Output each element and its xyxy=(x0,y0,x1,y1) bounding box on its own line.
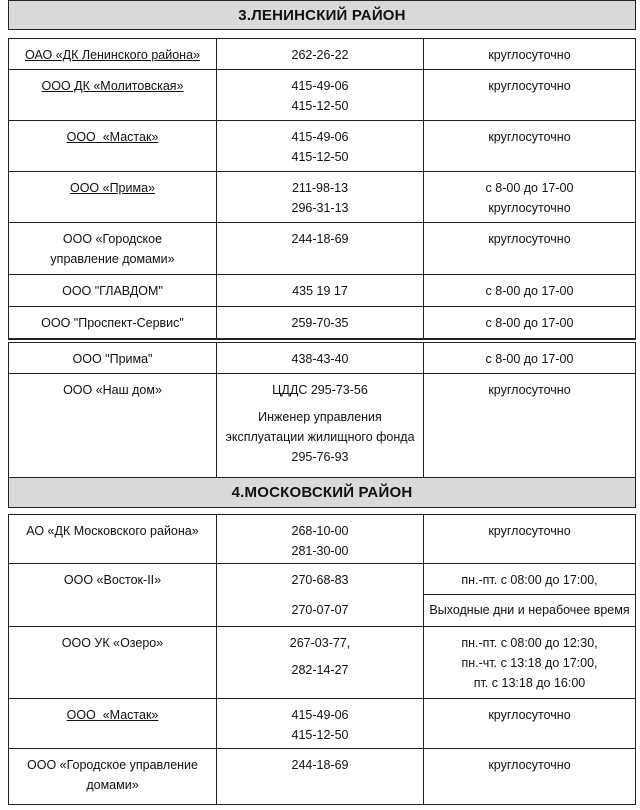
phone-cell xyxy=(217,627,424,698)
table-row xyxy=(8,38,636,70)
section-header-leninsky xyxy=(8,0,636,30)
hours: пт. с 13:18 до 16:00 xyxy=(473,676,586,690)
org-name[interactable] xyxy=(9,121,217,171)
phone: 244-18-69 xyxy=(291,758,349,772)
hours: круглосуточно xyxy=(488,48,571,62)
phone: 270-68-83 xyxy=(291,573,349,587)
phone-cell xyxy=(217,699,424,748)
hours-cell xyxy=(424,564,635,626)
table-row xyxy=(8,514,636,564)
org-name xyxy=(9,307,217,338)
phone: 211-98-13 xyxy=(291,181,349,195)
phone-cell xyxy=(217,307,424,338)
org-link[interactable]: ОАО «ДК Ленинского района» xyxy=(25,48,200,62)
org-label: ООО «Наш дом» xyxy=(63,383,162,397)
section-header-moskovsky xyxy=(8,478,636,508)
phone-note: эксплуатации жилищного фонда xyxy=(225,430,415,444)
hours: с 8-00 до 17-00 xyxy=(485,181,574,195)
hours: круглосуточно xyxy=(488,130,571,144)
phone-cell xyxy=(217,564,424,626)
org-name[interactable] xyxy=(9,70,217,120)
hours: круглосуточно xyxy=(488,383,571,397)
phone-cell xyxy=(217,70,424,120)
hours-cell xyxy=(424,343,635,373)
phone: 259-70-35 xyxy=(291,316,349,330)
org-label: АО «ДК Московского района» xyxy=(26,524,199,538)
table-row xyxy=(8,627,636,699)
phone: ЦДДС 295-73-56 xyxy=(272,383,368,397)
phone: 438-43-40 xyxy=(291,352,349,366)
contacts-table xyxy=(8,0,636,805)
phone-subcell xyxy=(217,594,423,627)
org-label: ООО "Проспект-Сервис" xyxy=(41,316,184,330)
table-row xyxy=(8,564,636,627)
hours-cell xyxy=(424,70,635,120)
hours-cell xyxy=(424,749,635,804)
hours: круглосуточно xyxy=(488,758,571,772)
org-name xyxy=(9,223,217,274)
phone: 415-49-06 xyxy=(291,708,349,722)
table-row xyxy=(8,172,636,223)
table-row xyxy=(8,374,636,478)
phone: 270-07-07 xyxy=(291,603,349,617)
phone-cell xyxy=(217,172,424,222)
phone-note: Инженер управления xyxy=(258,410,382,424)
table-row xyxy=(8,70,636,121)
table-row xyxy=(8,342,636,374)
hours-cell xyxy=(424,121,635,171)
hours-cell xyxy=(424,307,635,338)
org-label: ООО «Городское управление домами» xyxy=(50,232,175,266)
phone: 281-30-00 xyxy=(291,544,349,558)
hours-cell xyxy=(424,627,635,698)
phone-cell xyxy=(217,749,424,804)
table-row xyxy=(8,121,636,172)
org-name xyxy=(9,374,217,477)
phone-cell xyxy=(217,121,424,171)
org-link[interactable]: ООО «Мастак» xyxy=(66,708,159,722)
hours: с 8-00 до 17-00 xyxy=(485,316,574,330)
hours-cell xyxy=(424,172,635,222)
phone-cell xyxy=(217,343,424,373)
hours: Выходные дни и нерабочее время xyxy=(429,603,630,617)
phone: 435 19 17 xyxy=(292,284,348,298)
hours-cell xyxy=(424,515,635,563)
org-name[interactable] xyxy=(9,39,217,69)
hours-subcell xyxy=(424,564,635,594)
phone-cell xyxy=(217,223,424,274)
phone-cell xyxy=(217,515,424,563)
hours: круглосуточно xyxy=(488,232,571,246)
phone-cell xyxy=(217,39,424,69)
org-name[interactable] xyxy=(9,172,217,222)
hours-cell xyxy=(424,223,635,274)
org-name[interactable] xyxy=(9,699,217,748)
phone: 262-26-22 xyxy=(291,48,349,62)
org-name xyxy=(9,749,217,804)
phone-cell xyxy=(217,374,424,477)
org-name xyxy=(9,564,217,626)
org-name xyxy=(9,627,217,698)
hours: круглосуточно xyxy=(488,524,571,538)
hours: круглосуточно xyxy=(488,708,571,722)
org-link[interactable]: ООО ДК «Молитовская» xyxy=(41,79,184,93)
phone: 295-76-93 xyxy=(291,450,349,464)
org-label: ООО "Прима" xyxy=(72,352,153,366)
phone-subcell xyxy=(217,564,423,594)
phone: 296-31-13 xyxy=(291,201,349,215)
org-label: ООО «Городское управление домами» xyxy=(27,758,198,792)
row-divider xyxy=(424,594,635,595)
table-row xyxy=(8,699,636,749)
phone: 267-03-77, xyxy=(289,636,351,650)
org-label: ООО "ГЛАВДОМ" xyxy=(62,284,163,298)
phone: 415-12-50 xyxy=(291,99,349,113)
table-row xyxy=(8,307,636,340)
org-name xyxy=(9,275,217,306)
hours-cell xyxy=(424,374,635,477)
org-name xyxy=(9,515,217,563)
hours-subcell xyxy=(424,594,635,627)
phone: 415-49-06 xyxy=(291,79,349,93)
hours: пн.-пт. с 08:00 до 17:00, xyxy=(461,573,598,587)
hours-cell xyxy=(424,699,635,748)
hours: пн.-чт. с 13:18 до 17:00, xyxy=(461,656,598,670)
org-label: ООО «Восток-II» xyxy=(63,573,162,587)
phone: 268-10-00 xyxy=(291,524,349,538)
phone: 415-49-06 xyxy=(291,130,349,144)
org-link[interactable]: ООО «Мастак» xyxy=(66,130,159,144)
hours: пн.-пт. с 08:00 до 12:30, xyxy=(461,636,598,650)
org-name xyxy=(9,343,217,373)
org-label: ООО УК «Озеро» xyxy=(61,636,164,650)
table-row xyxy=(8,749,636,805)
hours: круглосуточно xyxy=(488,201,571,215)
table-row xyxy=(8,223,636,275)
phone: 244-18-69 xyxy=(291,232,349,246)
hours-cell xyxy=(424,275,635,306)
phone: 415-12-50 xyxy=(291,728,349,742)
hours: с 8-00 до 17-00 xyxy=(485,284,574,298)
phone-cell xyxy=(217,275,424,306)
hours: круглосуточно xyxy=(488,79,571,93)
org-link[interactable]: ООО «Прима» xyxy=(69,181,155,195)
table-row xyxy=(8,275,636,307)
phone: 415-12-50 xyxy=(291,150,349,164)
hours: с 8-00 до 17-00 xyxy=(485,352,574,366)
hours-cell xyxy=(424,39,635,69)
section-title: 4.МОСКОВСКИЙ РАЙОН xyxy=(231,484,413,501)
section-title: 3.ЛЕНИНСКИЙ РАЙОН xyxy=(238,6,406,24)
phone: 282-14-27 xyxy=(291,663,349,677)
